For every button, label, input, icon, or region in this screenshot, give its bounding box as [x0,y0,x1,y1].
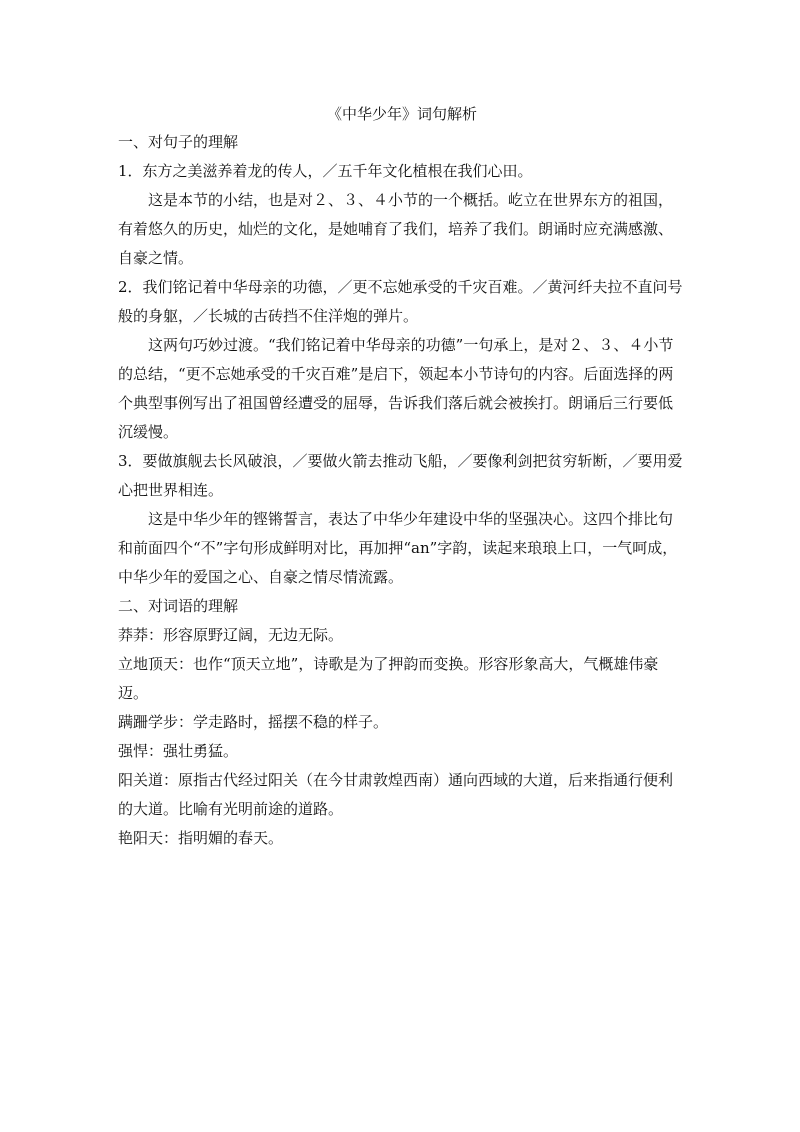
explanation-3: 这是中华少年的铿锵誓言，表达了中华少年建设中华的坚强决心。这四个排比句和前面四个“不”字句形成鲜明对比，再加押“an”字韵，读起来琅琅上口，一气呵成，中华少年的爱国之心、自豪之情尽情流露。 [118,510,678,586]
document-page [118,100,686,853]
document-title: 《中华少年》词句解析 [326,105,477,123]
sentence-3: 3．要做旗舰去长风破浪，／要做火箭去推动飞船，／要像利剑把贫穷斩断，／要用爱心把世界相连。 [118,452,683,499]
term-item: 立地顶天：也作“顶天立地”，诗歌是为了押韵而变换。形容形象高大，气概雄伟豪迈。 [118,655,659,702]
term-item: 蹒跚学步：学走路时，摇摆不稳的样子。 [118,713,389,731]
explanation-2: 这两句巧妙过渡。“我们铭记着中华母亲的功德”一句承上，是对２、３、４小节的总结，“更不忘她承受的千灾百难”是启下，领起本小节诗句的内容。后面选择的两个典型事例写出了祖国曾经遭受的屈辱，告诉我们落后就会被挨打。朗诵后三行要低沉缓慢。 [118,336,674,441]
term-item: 艳阳天：指明媚的春天。 [118,829,284,847]
term-item: 莽莽：形容原野辽阔，无边无际。 [118,626,344,644]
term-item: 强悍：强壮勇猛。 [118,742,239,760]
section-heading-words: 二、对词语的理解 [118,597,239,615]
sentence-2: 2．我们铭记着中华母亲的功德，／更不忘她承受的千灾百难。／黄河纤夫拉不直问号般的身躯，／长城的古砖挡不住洋炮的弹片。 [118,278,683,325]
section-heading-sentences: 一、对句子的理解 [118,133,239,151]
term-item: 阳关道：原指古代经过阳关（在今甘肃敦煌西南）通向西域的大道，后来指通行便利的大道。比喻有光明前途的道路。 [118,771,674,818]
explanation-1: 这是本节的小结，也是对２、３、４小节的一个概括。屹立在世界东方的祖国，有着悠久的历史，灿烂的文化，是她哺育了我们，培养了我们。朗诵时应充满感激、自豪之情。 [118,191,674,267]
sentence-1: 1．东方之美滋养着龙的传人，／五千年文化植根在我们心田。 [118,162,533,180]
